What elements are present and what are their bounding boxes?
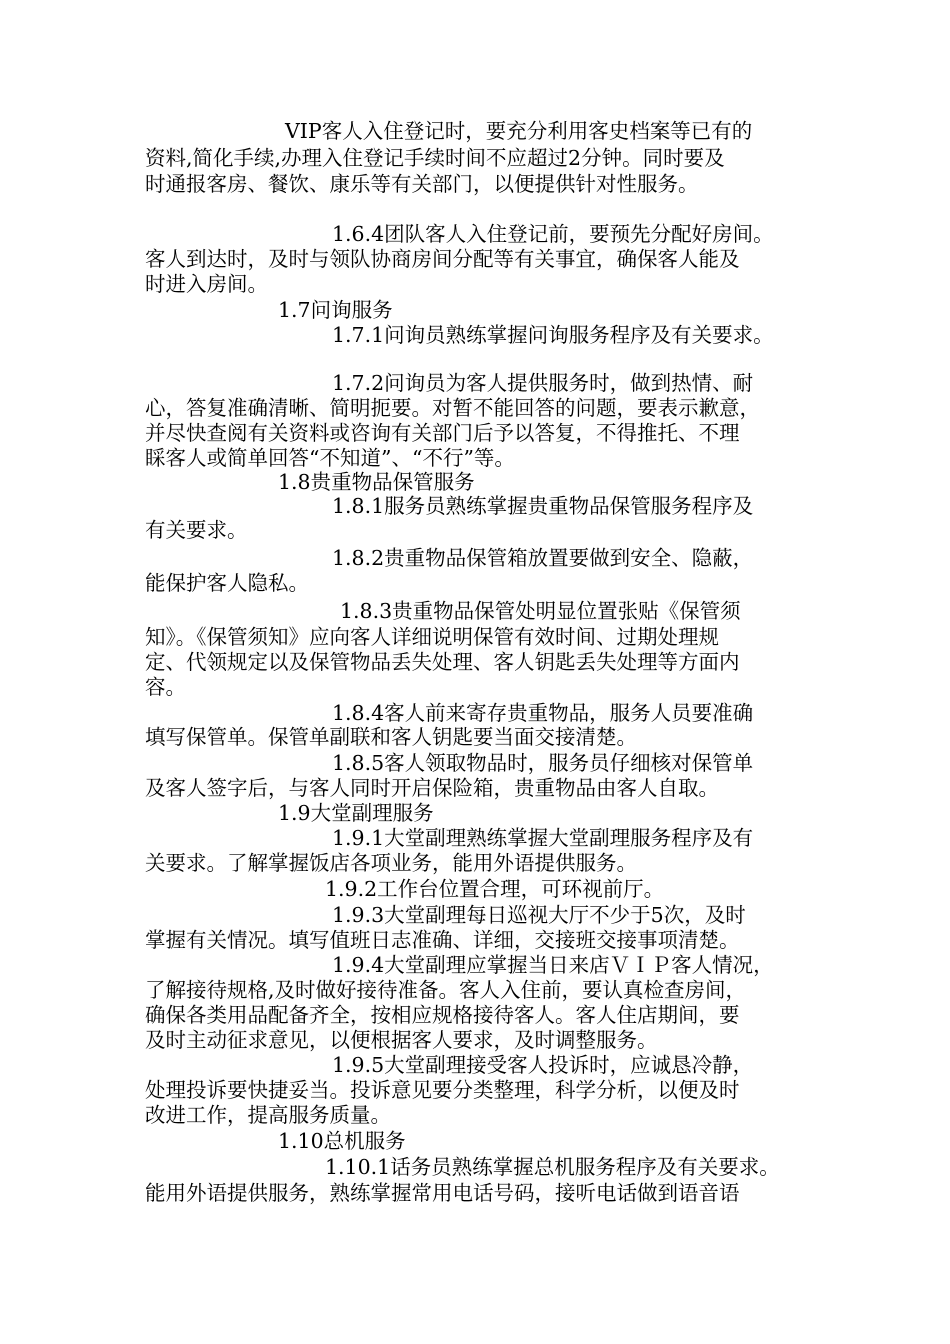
- text-line: 1.8.4客人前来寄存贵重物品，服务人员要准确: [332, 701, 754, 725]
- text-line: 1.8.5客人领取物品时，服务员仔细核对保管单: [332, 751, 754, 775]
- text-line: 并尽快查阅有关资料或咨询有关部门后予以答复，不得推托、不理: [145, 421, 740, 445]
- text-line: 1.9.4大堂副理应掌握当日来店ＶＩＰ客人情况，: [332, 953, 774, 977]
- text-line: 时通报客房、餐饮、康乐等有关部门，以便提供针对性服务。: [145, 172, 699, 196]
- text-line: 1.10.1话务员熟练掌握总机服务程序及有关要求。: [325, 1155, 780, 1179]
- text-line: 及时主动征求意见，以便根据客人要求，及时调整服务。: [145, 1028, 658, 1052]
- text-line: 时进入房间。: [145, 272, 268, 296]
- section-heading: 1.10总机服务: [278, 1129, 406, 1153]
- text-line: 能用外语提供服务，熟练掌握常用电话号码，接听电话做到语音语: [145, 1181, 740, 1205]
- text-line: 1.9.1大堂副理熟练掌握大堂副理服务程序及有: [332, 826, 754, 850]
- text-line: 1.9.2工作台位置合理，可环视前厅。: [325, 877, 665, 901]
- text-line: 客人到达时，及时与领队协商房间分配等有关事宜，确保客人能及: [145, 247, 740, 271]
- text-line: 1.9.3大堂副理每日巡视大厅不少于5次，及时: [332, 903, 746, 927]
- text-line: 1.8.2贵重物品保管箱放置要做到安全、隐蔽，: [332, 546, 754, 570]
- text-line: 1.8.1服务员熟练掌握贵重物品保管服务程序及: [332, 494, 754, 518]
- text-line: 确保各类用品配备齐全，按相应规格接待客人。客人住店期间，要: [145, 1003, 740, 1027]
- text-line: 有关要求。: [145, 518, 248, 542]
- text-line: 1.6.4团队客人入住登记前，要预先分配好房间。: [332, 222, 774, 246]
- text-line: 及客人签字后，与客人同时开启保险箱，贵重物品由客人自取。: [145, 776, 719, 800]
- text-line: 知》。《保管须知》应向客人详细说明保管有效时间、过期处理规: [145, 625, 719, 649]
- text-line: 掌握有关情况。填写值班日志准确、详细，交接班交接事项清楚。: [145, 928, 740, 952]
- text-line: 1.7.2问询员为客人提供服务时，做到热情、耐: [332, 371, 754, 395]
- text-line: 关要求。了解掌握饭店各项业务，能用外语提供服务。: [145, 851, 637, 875]
- text-line: 改进工作，提高服务质量。: [145, 1103, 391, 1127]
- text-line: 资料,简化手续,办理入住登记手续时间不应超过2分钟。同时要及: [145, 146, 725, 170]
- text-line: 1.9.5大堂副理接受客人投诉时，应诚恳冷静，: [332, 1053, 754, 1077]
- text-line: 1.7.1问询员熟练掌握问询服务程序及有关要求。: [332, 323, 774, 347]
- text-line: 能保护客人隐私。: [145, 571, 309, 595]
- section-heading: 1.9大堂副理服务: [278, 801, 434, 825]
- text-line: 了解接待规格,及时做好接待准备。客人入住前，要认真检查房间，: [145, 978, 747, 1002]
- section-heading: 1.7问询服务: [278, 298, 393, 322]
- text-line: 心，答复准确清晰、简明扼要。对暂不能回答的问题，要表示歉意，: [145, 396, 760, 420]
- text-line: 定、代领规定以及保管物品丢失处理、客人钥匙丢失处理等方面内: [145, 650, 740, 674]
- text-line: 填写保管单。保管单副联和客人钥匙要当面交接清楚。: [145, 725, 637, 749]
- section-heading: 1.8贵重物品保管服务: [278, 470, 475, 494]
- text-line: 容。: [145, 675, 186, 699]
- text-line: 睬客人或简单回答“不知道”、“不行”等。: [145, 446, 515, 470]
- text-line: VIP客人入住登记时，要充分利用客史档案等已有的: [285, 119, 753, 143]
- text-line: 处理投诉要快捷妥当。投诉意见要分类整理，科学分析，以便及时: [145, 1078, 740, 1102]
- text-line: 1.8.3贵重物品保管处明显位置张贴《保管须: [340, 599, 741, 623]
